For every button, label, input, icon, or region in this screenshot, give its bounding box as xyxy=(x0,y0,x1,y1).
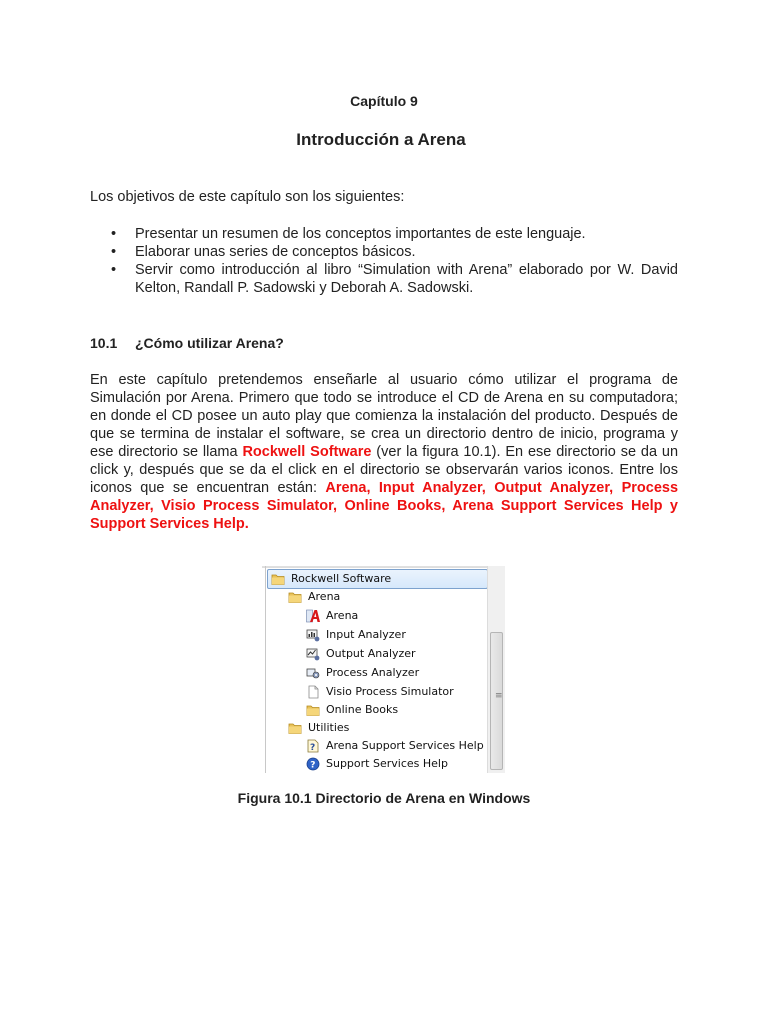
tree-item-label: Utilities xyxy=(308,721,350,734)
tree-item-label: Arena Support Services Help xyxy=(326,739,484,752)
tree-item-input-analyzer[interactable] xyxy=(306,626,481,644)
tree-item-label: Process Analyzer xyxy=(326,666,420,679)
menu-border xyxy=(265,566,266,773)
scrollbar[interactable] xyxy=(487,566,505,773)
tree-item-label: Support Services Help xyxy=(326,757,448,770)
tree-item-online-books[interactable] xyxy=(306,701,481,719)
document-icon xyxy=(306,685,320,699)
folder-icon xyxy=(288,721,302,735)
body-paragraph xyxy=(90,371,678,533)
highlight-rockwell-software: Rockwell Software xyxy=(242,444,372,460)
tree-item-utilities[interactable] xyxy=(288,719,478,737)
highlight-icon-list: Arena, Input Analyzer, Output Analyzer, Process Analyzer, Visio Process Simulator, Online Books, Arena Support Services Help y Support Services Help. xyxy=(90,480,679,532)
tree-item-arena-support-services-help[interactable] xyxy=(306,737,484,755)
section-heading xyxy=(90,335,284,351)
section-title: ¿Cómo utilizar Arena? xyxy=(135,335,284,351)
tree-item-label: Output Analyzer xyxy=(326,647,416,660)
list-item: • Servir como introducción al libro “Simulation with Arena” elaborado por W. David Kelton, Randall P. Sadowski y Deborah A. Sadowski. xyxy=(90,261,678,297)
svg-text:?: ? xyxy=(310,760,316,771)
objectives-list xyxy=(90,225,678,297)
figure-caption: Figura 10.1 Directorio de Arena en Windows xyxy=(237,790,531,806)
scrollbar-thumb[interactable] xyxy=(490,632,503,770)
partial-menu-row xyxy=(262,566,505,568)
output-analyzer-icon xyxy=(306,647,320,661)
tree-item-rockwell-software[interactable] xyxy=(267,569,488,589)
scrollbar-grip-icon: ≡ xyxy=(495,691,503,701)
svg-text:?: ? xyxy=(310,743,316,753)
list-item: • Elaborar unas series de conceptos básicos. xyxy=(90,243,678,261)
folder-icon xyxy=(271,572,285,586)
tree-item-arena-folder[interactable] xyxy=(288,588,478,606)
tree-item-output-analyzer[interactable] xyxy=(306,645,481,663)
chapter-label: Capítulo 9 xyxy=(350,93,418,109)
tree-item-label: Rockwell Software xyxy=(291,572,392,585)
figure-start-menu-screenshot xyxy=(262,566,505,773)
arena-app-icon xyxy=(306,609,320,623)
objectives-intro: Los objetivos de este capítulo son los siguientes: xyxy=(90,189,405,205)
help-circle-icon xyxy=(306,757,320,771)
list-item: • Presentar un resumen de los conceptos importantes de este lenguaje. xyxy=(90,225,678,243)
tree-item-label: Arena xyxy=(326,609,359,622)
tree-item-support-services-help[interactable] xyxy=(306,755,481,773)
tree-item-arena-app[interactable] xyxy=(306,607,481,625)
folder-icon xyxy=(288,590,302,604)
section-number: 10.1 xyxy=(90,335,118,351)
paragraph-text: En este capítulo pretendemos enseñarle al usuario cómo utilizar el programa de Simulación por Arena. Primero que todo se introduce el CD de Arena en su computadora; en donde el CD posee un auto play que comienza la instalación del producto. Después de que se termina de instalar el software, se crea un directorio dentro de inicio, programa y ese directorio se llama xyxy=(90,372,678,460)
folder-icon xyxy=(306,703,320,717)
tree-item-label: Arena xyxy=(308,590,341,603)
tree-item-visio-process-simulator[interactable] xyxy=(306,683,481,701)
input-analyzer-icon xyxy=(306,628,320,642)
tree-item-label: Input Analyzer xyxy=(326,628,406,641)
tree-item-label: Visio Process Simulator xyxy=(326,685,454,698)
help-file-icon xyxy=(306,739,320,753)
paragraph-text: (ver la figura 10.1). En ese directorio se da un click y, después que se da el click en el directorio se observarán varios iconos. Entre los iconos que se encuentran están: xyxy=(90,444,679,496)
tree-item-process-analyzer[interactable] xyxy=(306,664,481,682)
tree-item-label: Online Books xyxy=(326,703,399,716)
process-analyzer-icon xyxy=(306,666,320,680)
page-title: Introducción a Arena xyxy=(296,130,466,149)
